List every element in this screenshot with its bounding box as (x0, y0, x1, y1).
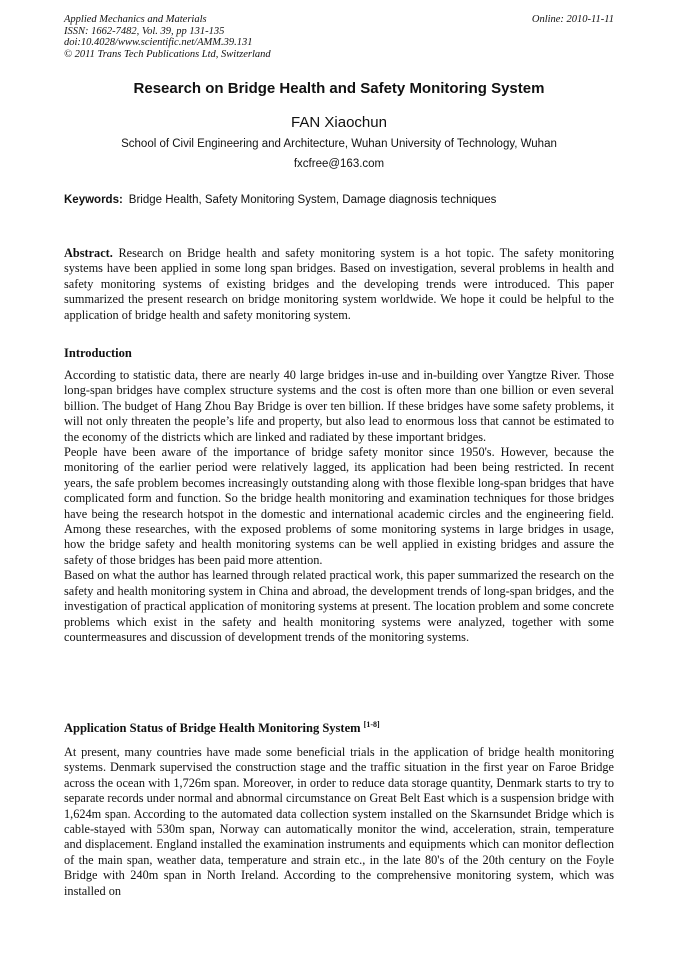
online-date: Online: 2010-11-11 (531, 14, 614, 25)
intro-paragraph: According to statistic data, there are nearly 40 large bridges in-use and in-building over Yangtze River. Those long-span bridges have complex structure systems and the cost is often more than one billion or even several billion. The budget of Hang Zhou Bay Bridge is over ten billion. If these bridges have some safety problems, it will not only threaten the people’s life and property, but also lead to enormous loss that cannot be estimated to the economy of the districts which are linked and radiated by these important bridges. (64, 368, 614, 444)
abstract-label: Abstract. (64, 246, 113, 260)
journal-name: Applied Mechanics and Materials (64, 14, 207, 25)
journal-header (64, 14, 614, 60)
application-paragraph: At present, many countries have made some beneficial trials in the application of bridge health monitoring systems. Denmark supervised the construction stage and the traffic situation in the first year on Faroe Bridge across the ocean with 1,726m span. Moreover, in order to reduce data storage quantity, Denmark starts to try to separate records under normal and abnormal circumstance on Great Belt East which is a suspension bridge with 1,624m span. According to the automated data collection system installed on the Skarnsundet Bridge which is cable-stayed with 530m span, Norway can automatically monitor the wind, acceleration, strain, temperature and displacement. England installed the examination instruments and equipments which can monitor deflection of the main span, weather data, temperature and strain etc., in the late 80's of the 20th century on the Foyle Bridge with 240m span in North Ireland. According to the comprehensive monitoring system, which was installed on (64, 745, 614, 898)
author-name: FAN Xiaochun (291, 114, 387, 131)
application-heading-text: Application Status of Bridge Health Monitoring System (64, 721, 361, 735)
introduction-heading: Introduction (64, 346, 132, 360)
intro-paragraph: People have been aware of the importance of bridge safety monitor since 1950's. However, because the monitoring of the earlier period were relatively lagged, its application had been being restricted. In recent years, the safe problem becomes increasingly outstanding along with those flexible long-span bridges that have complicated form and function. So the bridge health monitoring and examination techniques for those bridges have being the research hotspot in the domestic and international academic circles and the engineering field. Among these researches, with the exposed problems of some monitoring systems in large bridges in usage, how the bridge safety and health monitoring systems can be well applied in existing bridges and assure the safety of those bridges has been paid more attention. (64, 445, 614, 567)
paper-title: Research on Bridge Health and Safety Monitoring System (133, 80, 545, 97)
copyright-line: © 2011 Trans Tech Publications Ltd, Switzerland (64, 48, 271, 60)
intro-paragraph: Based on what the author has learned through related practical work, this paper summarized the research on the safety and health monitoring system in China and abroad, the development trends of long-span bridges, and the investigation of practical application of monitoring systems at present. The location problem and some concrete problems which exist in the safety and health monitoring systems were analyzed, together with some countermeasures and discussion of development trends of the monitoring systems. (64, 568, 614, 644)
abstract (64, 246, 614, 323)
citation-ref: [1-8] (363, 720, 380, 729)
keywords (64, 194, 614, 206)
author-email: fxcfree@163.com (293, 158, 385, 170)
keywords-text: Bridge Health, Safety Monitoring System, Damage diagnosis techniques (128, 194, 497, 206)
keywords-label: Keywords: (64, 194, 123, 206)
doi-line: doi:10.4028/www.scientific.net/AMM.39.131 (64, 37, 253, 48)
application-heading (64, 720, 380, 736)
introduction-body (64, 368, 614, 645)
application-body (64, 745, 614, 899)
issn-line: ISSN: 1662-7482, Vol. 39, pp 131-135 (64, 25, 225, 37)
abstract-text: Research on Bridge health and safety monitoring system is a hot topic. The safety monitoring systems have been applied in some long span bridges. Based on investigation, several problems in health and safety monitoring systems of existing bridges and the developing trends were introduced. This paper summarized the present research on bridge monitoring system worldwide. We hope it could be helpful to the application of bridge health and safety monitoring system. (64, 246, 614, 322)
affiliation: School of Civil Engineering and Architecture, Wuhan University of Technology, Wuhan (121, 138, 557, 150)
